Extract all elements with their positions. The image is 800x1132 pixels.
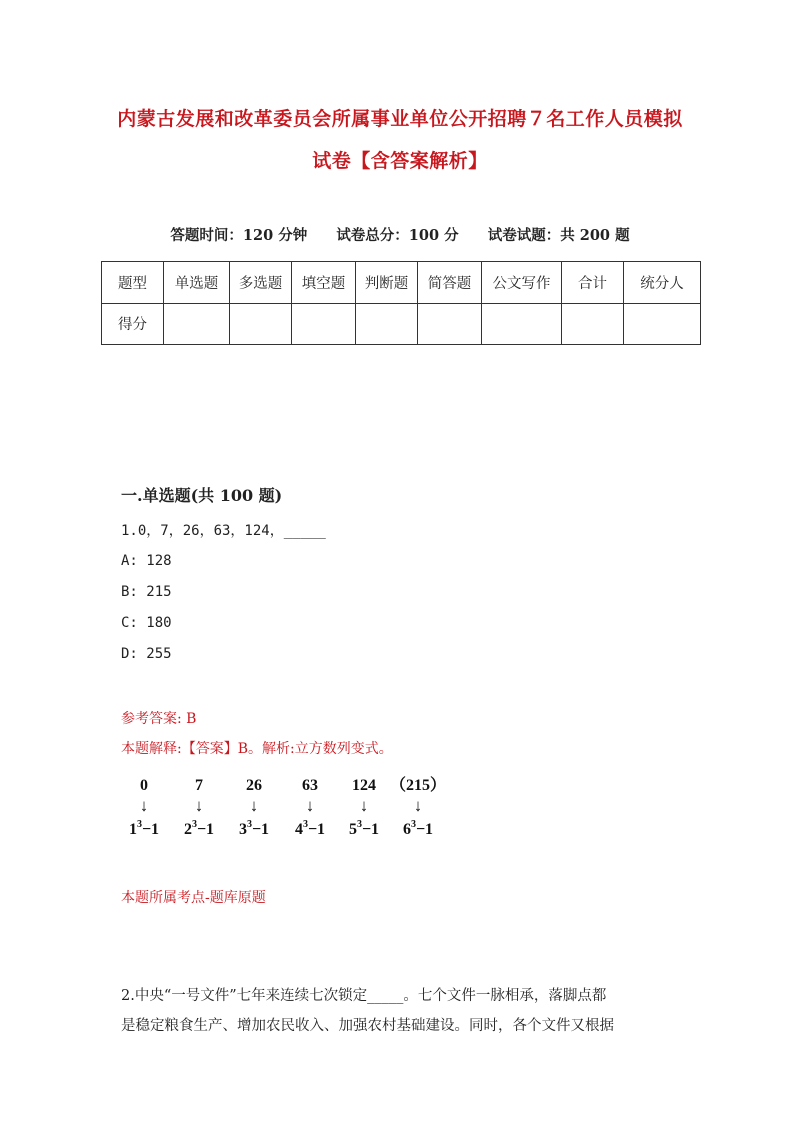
score-cell [482, 303, 562, 345]
reference-answer: 参考答案: B [121, 711, 197, 727]
answer-explanation: 本题解释:【答案】B。解析:立方数列变式。 [121, 741, 393, 757]
down-arrow: ↓ [249, 796, 259, 815]
header-cell: 统分人 [624, 262, 701, 304]
score-cell [562, 303, 624, 345]
cube-expression: $5^3-1$ [348, 819, 380, 838]
score-table-score-row [102, 303, 701, 345]
sequence-top-value: （215） [389, 777, 447, 794]
score-cell [418, 303, 482, 345]
down-arrow: ↓ [305, 796, 315, 815]
header-cell: 合计 [562, 262, 624, 304]
score-cell [624, 303, 701, 345]
score-cell [164, 303, 230, 345]
sequence-top-value: 26 [246, 777, 262, 794]
option-a: A: 128 [121, 553, 172, 569]
header-cell: 公文写作 [482, 262, 562, 304]
down-arrow: ↓ [413, 796, 423, 815]
exam-time: 答题时间：120 分钟 [170, 227, 308, 244]
header-cell: 多选题 [230, 262, 292, 304]
question-1-stem: 1.0，7，26，63，124，_____ [121, 523, 326, 539]
cube-expression: $1^3-1$ [128, 819, 160, 838]
header-cell: 题型 [102, 262, 164, 304]
header-cell: 简答题 [418, 262, 482, 304]
down-arrow: ↓ [359, 796, 369, 815]
sequence-top-value: 63 [302, 777, 318, 794]
header-cell: 判断题 [356, 262, 418, 304]
question-source: 本题所属考点-题库原题 [121, 890, 266, 906]
question-2-line-2: 是稳定粮食生产、增加农民收入、加强农村基础建设。同时，各个文件又根据 [121, 1018, 614, 1034]
down-arrow: ↓ [139, 796, 149, 815]
cube-expression: $6^3-1$ [402, 819, 434, 838]
section-heading: 一.单选题(共 100 题) [121, 486, 283, 505]
cube-expression: $2^3-1$ [183, 819, 215, 838]
exam-meta [0, 224, 800, 245]
score-table [101, 261, 701, 345]
header-cell: 单选题 [164, 262, 230, 304]
sequence-top-value: 124 [352, 777, 376, 794]
score-cell [230, 303, 292, 345]
sequence-top-value: 7 [195, 777, 203, 794]
down-arrow: ↓ [194, 796, 204, 815]
document-title-line-1: 内蒙古发展和改革委员会所属事业单位公开招聘７名工作人员模拟 [117, 108, 683, 130]
option-b: B: 215 [121, 584, 172, 600]
exam-total-score: 试卷总分：100 分 [336, 227, 459, 244]
question-2-line-1: 2.中央“一号文件”七年来连续七次锁定_____。七个文件一脉相承，落脚点都 [121, 988, 607, 1004]
cube-expression: $4^3-1$ [294, 819, 326, 838]
row-label-cell: 得分 [102, 303, 164, 345]
exam-question-count: 试卷试题：共 200 题 [487, 227, 630, 244]
document-title-line-2: 试卷【含答案解析】 [312, 150, 488, 172]
header-cell: 填空题 [292, 262, 356, 304]
score-cell [292, 303, 356, 345]
cube-expression: $3^3-1$ [238, 819, 270, 838]
option-c: C: 180 [121, 615, 172, 631]
score-cell [356, 303, 418, 345]
score-table-header-row [102, 262, 701, 304]
option-d: D: 255 [121, 646, 172, 662]
cube-sequence-figure [124, 773, 454, 843]
sequence-top-value: 0 [140, 777, 148, 794]
